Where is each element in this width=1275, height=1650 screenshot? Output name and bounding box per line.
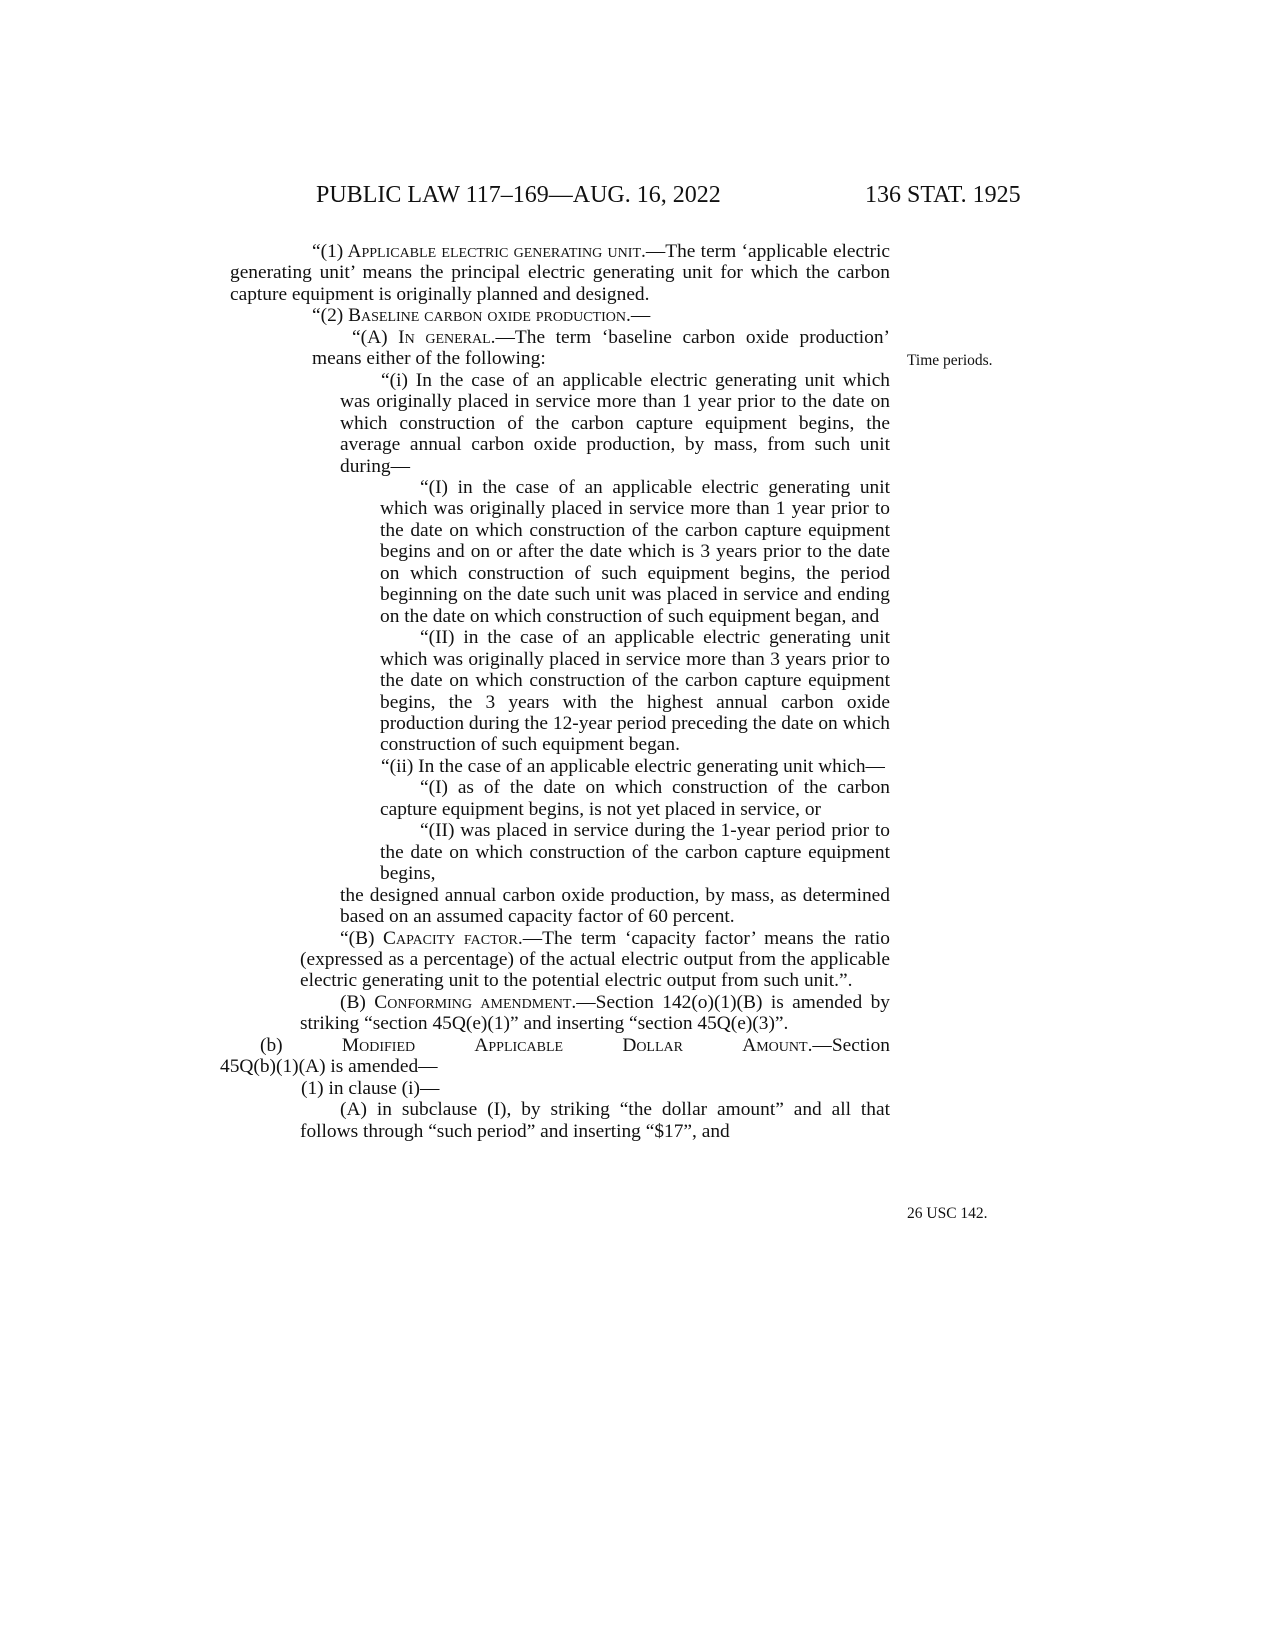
margin-note-time-periods: Time periods. [907,352,993,369]
clause-ii-flush-text: the designed annual carbon oxide production, by mass, as determined based on an assumed capacity factor of 60 percent. [340,884,890,928]
statute-body [220,241,890,1142]
subclause-i-1: “(I) in the case of an applicable electric generating unit which was originally placed in service more than 1 year prior to the date on which construction of the carbon capture equipment begins and on or after the date which is 3 years prior to the date on which construction of such equipment begins, the period beginning on the date such unit was placed in service and ending on the date on which construction of such equipment began, and [380,476,890,627]
subsection-b-heading: (b) Modified Applicable Dollar Amount.—Section [260,1034,890,1056]
subsection-b-continuation: 45Q(b)(1)(A) is amended— [220,1056,438,1078]
subclause-i-2: “(I) as of the date on which construction of the carbon capture equipment begins, is not yet placed in service, or [380,777,890,820]
page-header [0,182,1275,214]
amendment-item-a: (A) in subclause (I), by striking “the dollar amount” and all that follows through “such period” and inserting “$17”, and [300,1099,890,1142]
subparagraph-a: “(A) In general.—The term ‘baseline carbon oxide production’ means either of the following: [312,326,890,370]
subparagraph-b-capacity-factor: “(B) Capacity factor.—The term ‘capacity factor’ means the ratio (expressed as a percentage) of the actual electric output from the applicable electric generating unit to the potential electric output from such unit.”. [300,927,890,992]
clause-i: “(i) In the case of an applicable electric generating unit which was originally placed in service more than 1 year prior to the date on which construction of the carbon capture equipment begins, the average annual carbon oxide production, by mass, from such unit during— [340,369,890,477]
margin-note-usc-citation: 26 USC 142. [907,1205,988,1222]
subclause-ii-1: “(II) in the case of an applicable electric generating unit which was originally placed in service more than 3 years prior to the date on which construction of the carbon capture equipment begins, the 3 years with the highest annual carbon oxide production during the 12-year period preceding the date on which construction of such equipment began. [380,627,890,756]
paragraph-2-heading: “(2) Baseline carbon oxide production.— [312,305,651,327]
conforming-amendment: (B) Conforming amendment.—Section 142(o)(1)(B) is amended by striking “section 45Q(e)(1)” and inserting “section 45Q(e)(3)”. [300,991,890,1035]
paragraph-1: “(1) Applicable electric generating unit.—The term ‘applicable electric generating unit’ means the principal electric generating unit for which the carbon capture equipment is originally planned and designed. [230,241,890,305]
amendment-item-1: (1) in clause (i)— [301,1077,440,1099]
statute-page-number: 136 STAT. 1925 [865,182,1021,208]
subclause-ii-2: “(II) was placed in service during the 1-year period prior to the date on which construction of the carbon capture equipment begins, [380,820,890,885]
running-head-title: PUBLIC LAW 117–169—AUG. 16, 2022 [316,182,721,208]
clause-ii: “(ii) In the case of an applicable electric generating unit which— [381,755,885,777]
